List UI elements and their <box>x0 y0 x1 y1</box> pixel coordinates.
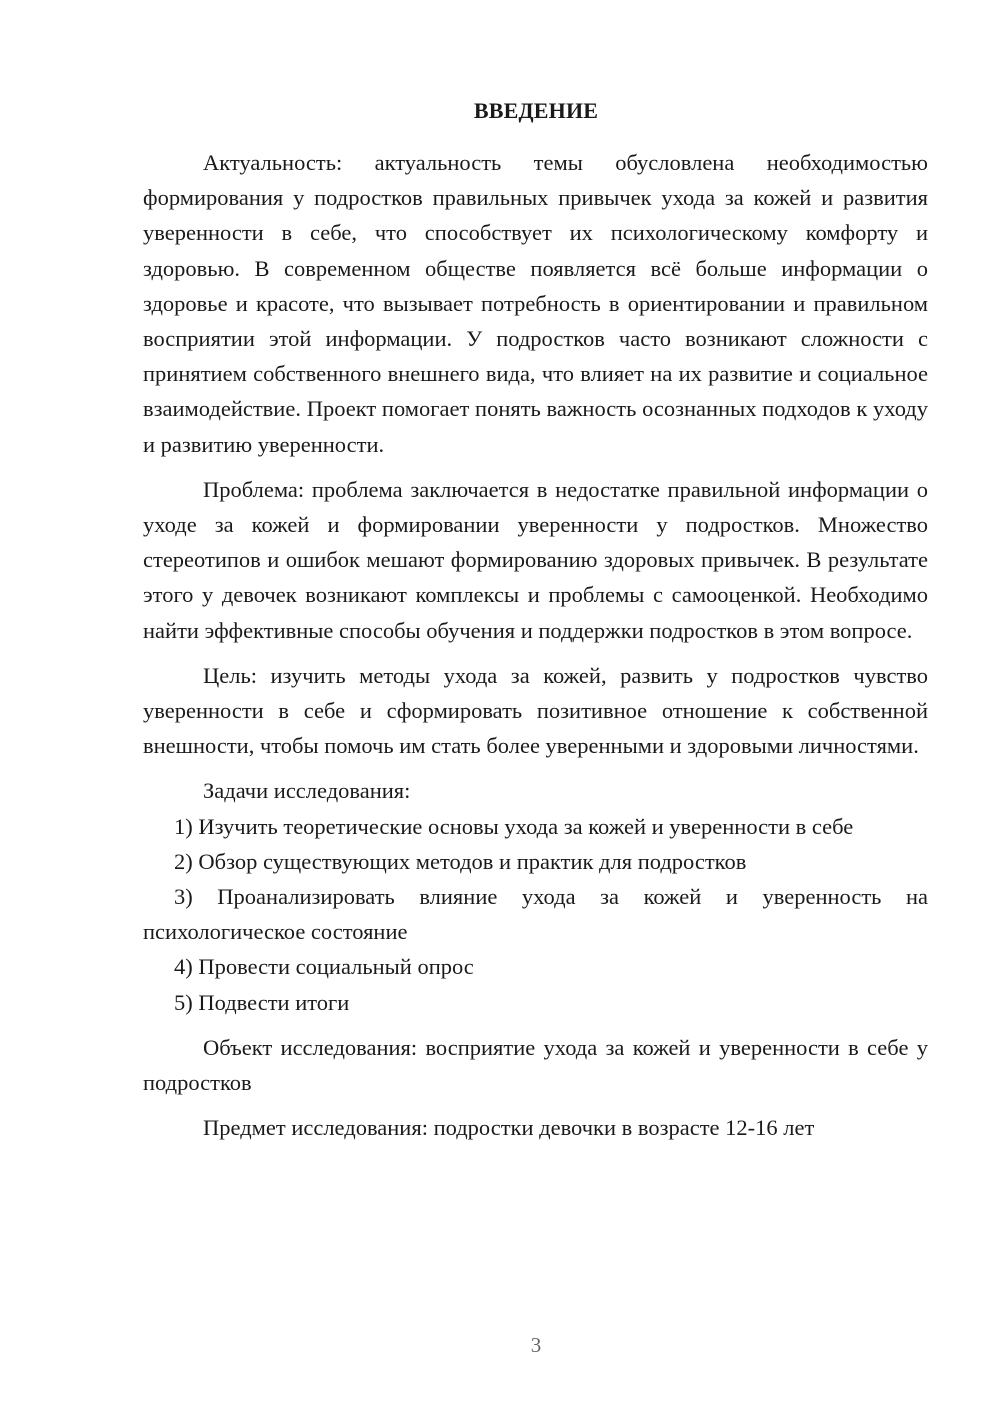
page-number: 3 <box>530 1333 542 1357</box>
task-item: 2) Обзор существующих методов и практик для подростков <box>174 848 747 874</box>
problem-paragraph: Проблема: проблема заключается в недостатке правильной информации о уходе за кожей и формировании уверенности у подростков. Множество стереотипов и ошибок мешают формированию здоровых привычек. В результате этого у девочек возникают комплексы и проблемы с самооценкой. Необходимо найти эффективные способы обучения и поддержки подростков в этом вопросе. <box>143 476 928 643</box>
document-body <box>143 145 928 1145</box>
object-paragraph: Объект исследования: восприятие ухода за кожей и уверенности в себе у подростков <box>143 1034 928 1096</box>
task-item: 4) Провести социальный опрос <box>174 954 474 980</box>
goal-paragraph: Цель: изучить методы ухода за кожей, развить у подростков чувство уверенности в себе и сформировать позитивное отношение к собственной внешности, чтобы помочь им стать более уверенными и здоровыми личностями. <box>143 662 928 759</box>
tasks-heading: Задачи исследования: <box>203 778 411 804</box>
relevance-paragraph: Актуальность: актуальность темы обусловлена необходимостью формирования у подростков правильных привычек ухода за кожей и развития уверенности в себе, что способствует их психологическому комфорту и здоровью. В современном обществе появляется всё больше информации о здоровье и красоте, что вызывает потребность в ориентировании и правильном восприятии этой информации. У подростков часто возникают сложности с принятием собственного внешнего вида, что влияет на их развитие и социальное взаимодействие. Проект помогает понять важность осознанных подходов к уходу и развитию уверенности. <box>143 150 928 457</box>
section-heading: ВВЕДЕНИЕ <box>473 98 599 123</box>
subject-paragraph: Предмет исследования: подростки девочки в возрасте 12-16 лет <box>203 1115 815 1141</box>
task-item: 5) Подвести итоги <box>174 989 350 1015</box>
task-item: 1) Изучить теоретические основы ухода за кожей и уверенности в себе <box>174 813 854 839</box>
task-item: 3) Проанализировать влияние ухода за кожей и уверенность на психологическое состояние <box>143 884 928 945</box>
